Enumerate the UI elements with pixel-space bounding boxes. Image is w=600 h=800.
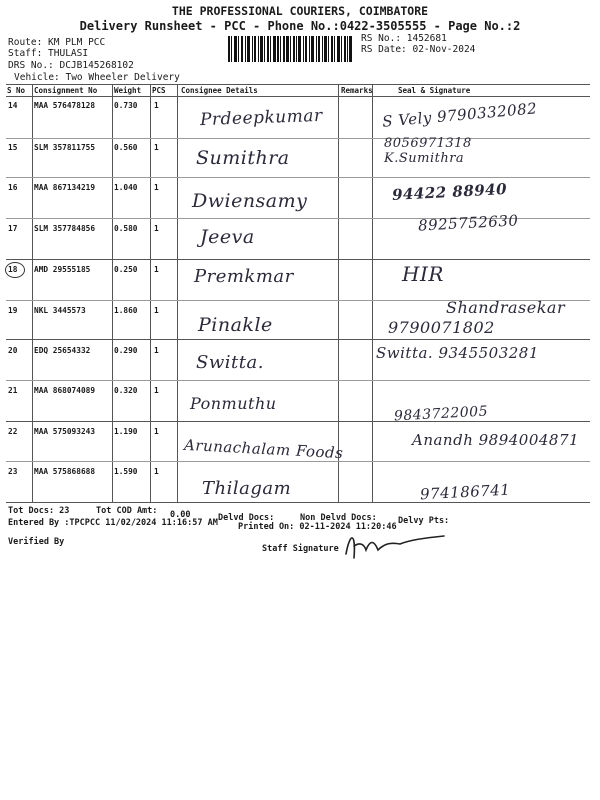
column-header-remarks: Remarks (341, 86, 373, 95)
row-seal-signature: 8056971318 K.Sumithra (384, 136, 472, 166)
row-pcs: 1 (154, 386, 159, 395)
row-weight: 0.290 (114, 346, 138, 355)
row-consignment: SLM 357784856 (34, 224, 96, 233)
row-pcs: 1 (154, 143, 159, 152)
row-sno: 22 (8, 427, 18, 436)
row-weight: 1.190 (114, 427, 138, 436)
row-consignment: NKL 3445573 (34, 306, 86, 315)
column-header-seal-signature: Seal & Signature (398, 86, 471, 95)
row-seal-signature: HIR (402, 262, 444, 286)
row-pcs: 1 (154, 467, 159, 476)
row-pcs: 1 (154, 224, 159, 233)
row-sno: 18 (8, 265, 18, 274)
row-seal-signature: 9843722005 (393, 403, 489, 425)
row-seal-signature: 8925752630 (417, 211, 519, 235)
delivered-docs-label: Delvd Docs: (218, 513, 275, 523)
row-sno: 16 (8, 183, 18, 192)
non-delivered-docs-label: Non Delvd Docs: (300, 513, 377, 523)
row-seal-signature: Anandh 9894004871 (412, 431, 580, 449)
runsheet-subtitle: Delivery Runsheet - PCC - Phone No.:0422-3505555 - Page No.:2 (79, 19, 521, 33)
row-consignee-name: Switta. (196, 352, 264, 373)
row-consignee-name: Jeeva (200, 226, 255, 248)
row-sno: 15 (8, 143, 18, 152)
row-weight: 0.250 (114, 265, 138, 274)
column-header-weight: Weight (114, 86, 142, 95)
staff-signature-label: Staff Signature (262, 544, 339, 554)
row-consignment: EDQ 25654332 (34, 346, 91, 355)
column-header-pcs: PCS (152, 86, 166, 95)
total-cod-value: 0.00 (170, 510, 191, 520)
row-weight: 1.860 (114, 306, 138, 315)
row-pcs: 1 (154, 306, 159, 315)
row-weight: 0.730 (114, 101, 138, 110)
row-weight: 1.590 (114, 467, 138, 476)
row-sno: 20 (8, 346, 18, 355)
row-consignment: MAA 576478128 (34, 101, 96, 110)
row-seal-signature: 974186741 (419, 480, 511, 504)
row-pcs: 1 (154, 183, 159, 192)
barcode-image (228, 36, 352, 62)
row-sno: 19 (8, 306, 18, 315)
row-consignment: MAA 575868688 (34, 467, 96, 476)
vehicle-label: Vehicle: Two Wheeler Delivery (14, 72, 180, 83)
row-weight: 0.580 (114, 224, 138, 233)
rs-date: RS Date: 02-Nov-2024 (361, 44, 476, 55)
row-consignee-name: Dwiensamy (192, 190, 308, 212)
rs-number: RS No.: 1452681 (361, 33, 447, 44)
company-title: THE PROFESSIONAL COURIERS, COIMBATORE (171, 4, 429, 18)
row-consignment: MAA 868074089 (34, 386, 96, 395)
row-sno: 17 (8, 224, 18, 233)
row-consignment: SLM 357811755 (34, 143, 96, 152)
row-consignee-name: Sumithra (196, 147, 290, 169)
row-consignee-name: Premkmar (194, 266, 294, 287)
row-consignee-name: Thilagam (202, 478, 292, 499)
printed-on: Printed On: 02-11-2024 11:20:46 (238, 522, 397, 532)
row-seal-signature: 94422 88940 (391, 180, 508, 204)
row-seal-signature: S Vely 9790332082 (381, 99, 538, 131)
row-consignment: MAA 867134219 (34, 183, 96, 192)
verified-by-label: Verified By (8, 537, 65, 547)
row-consignee-name: Ponmuthu (190, 394, 277, 413)
entered-by: Entered By :TPCPCC 11/02/2024 11:16:57 AM (8, 518, 218, 528)
row-seal-signature: Switta. 9345503281 (376, 344, 539, 362)
column-header-consignee-details: Consignee Details (181, 86, 258, 95)
column-header-consignment: Consignment No (34, 86, 98, 95)
row-weight: 1.040 (114, 183, 138, 192)
row-consignment: MAA 575093243 (34, 427, 96, 436)
total-cod-label: Tot COD Amt: (96, 506, 158, 516)
drs-number: DRS No.: DCJB145268102 (8, 60, 134, 71)
row-seal-signature: Shandrasekar 9790071802 (388, 298, 566, 337)
row-consignee-name: Prdeepkumar (199, 105, 323, 131)
row-sno: 14 (8, 101, 18, 110)
row-pcs: 1 (154, 427, 159, 436)
row-pcs: 1 (154, 101, 159, 110)
staff-signature-scribble (340, 528, 460, 562)
column-header-sno: S No (7, 86, 26, 95)
row-consignment: AMD 29555185 (34, 265, 91, 274)
route-label: Route: KM PLM PCC (8, 37, 106, 48)
row-sno: 21 (8, 386, 18, 395)
row-sno: 23 (8, 467, 18, 476)
row-consignee-name: Arunachalam Foods (183, 435, 344, 463)
delivery-points-label: Delvy Pts: (398, 516, 450, 526)
row-pcs: 1 (154, 346, 159, 355)
total-docs: Tot Docs: 23 (8, 506, 70, 516)
row-pcs: 1 (154, 265, 159, 274)
row-consignee-name: Pinakle (198, 314, 273, 336)
row-weight: 0.320 (114, 386, 138, 395)
staff-label: Staff: THULASI (8, 48, 89, 59)
row-weight: 0.560 (114, 143, 138, 152)
